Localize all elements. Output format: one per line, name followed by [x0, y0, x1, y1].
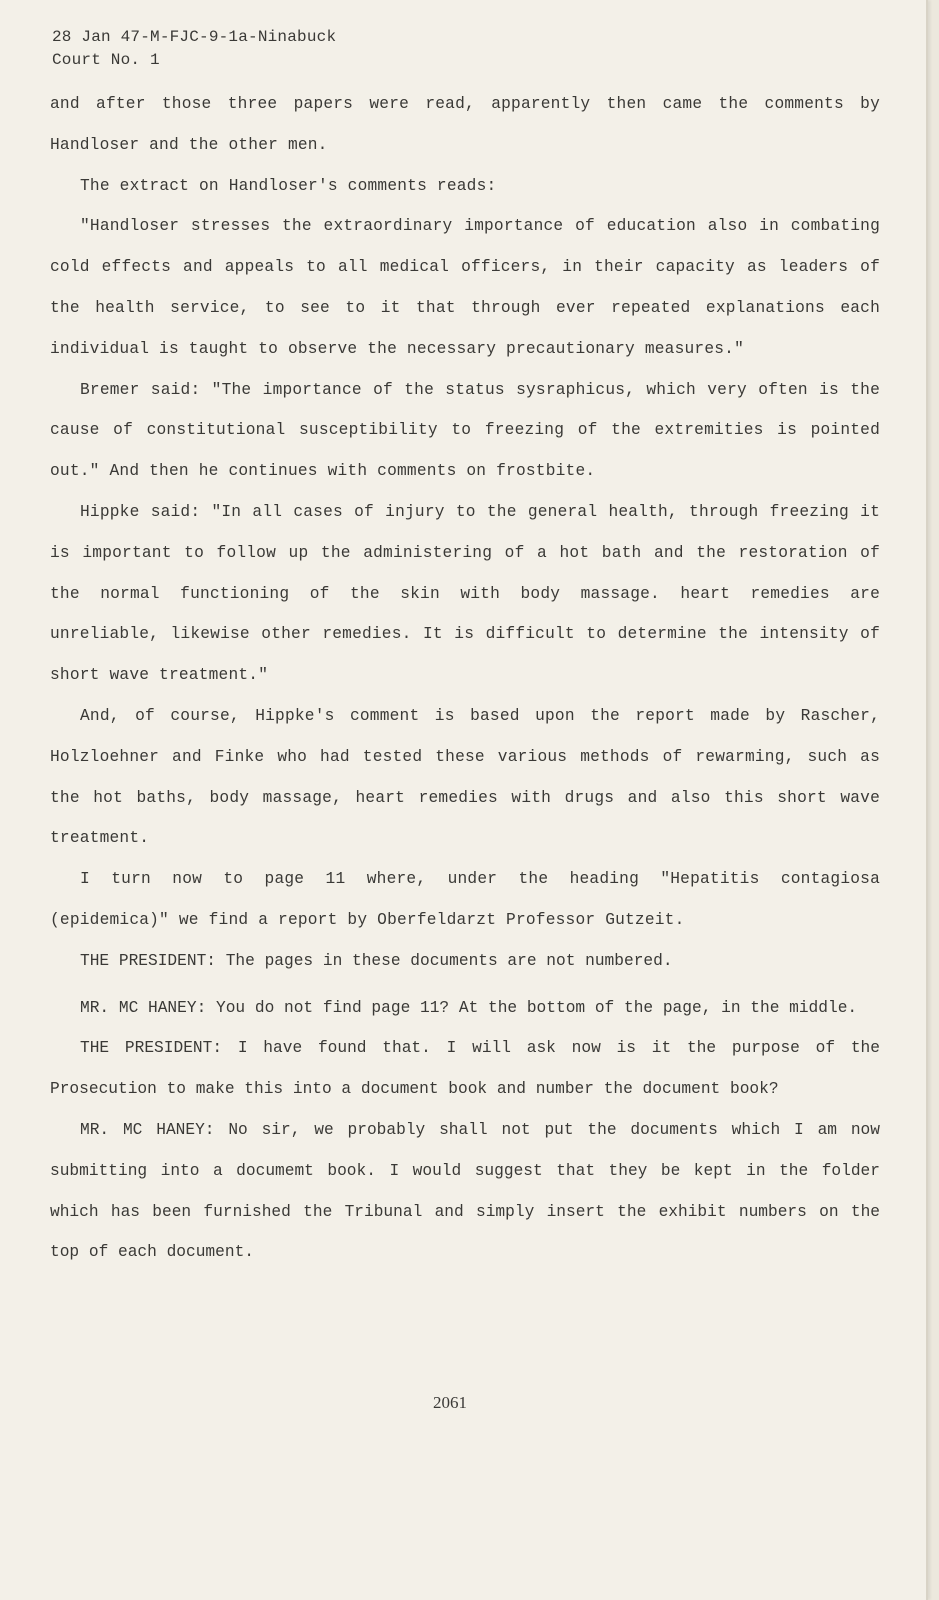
paragraph-mchaney-2: MR. MC HANEY: No sir, we probably shall not put the documents which I am now submitting into a documemt book. I would suggest that they be kept in the folder which has been furnished the Tribunal and simply insert the exhibit numbers on the top of each document. — [50, 1120, 880, 1262]
header-court: Court No. 1 — [52, 51, 160, 69]
paragraph-handloser-quote: "Handloser stresses the extraordinary importance of education also in combating cold effects and appeals to all medical officers, in their capacity as leaders of the health service, to see to it that through ever repeated explanations each individual is taught to observe the necessary precautionary measures." — [50, 217, 880, 358]
document-header — [52, 26, 336, 72]
paragraph-extract-intro: The extract on Handloser's comments reads: — [80, 176, 497, 195]
transcript-body — [50, 84, 880, 1273]
paragraph-hippke-comment: And, of course, Hippke's comment is based upon the report made by Rascher, Holzloehner and Finke who had tested these various methods of rewarming, such as the hot baths, body massage, heart remedies with drugs and also this short wave treatment. — [50, 706, 880, 848]
paragraph-president-1: THE PRESIDENT: The pages in these documents are not numbered. — [80, 951, 673, 970]
paragraph-bremer: Bremer said: "The importance of the status sysraphicus, which very often is the cause of constitutional susceptibility to freezing of the extremities is pointed out." And then he continues with comments on frostbite. — [50, 380, 880, 481]
paragraph-mchaney-1: MR. MC HANEY: You do not find page 11? At the bottom of the page, in the middle. — [80, 998, 858, 1017]
paragraph-hippke: Hippke said: "In all cases of injury to the general health, through freezing it is important to follow up the administering of a hot bath and the restoration of the normal functioning of the skin with body massage. heart remedies are unreliable, likewise other remedies. It is difficult to determine the intensity of short wave treatment." — [50, 502, 880, 685]
paragraph-president-2: THE PRESIDENT: I have found that. I will ask now is it the purpose of the Prosecution to make this into a document book and number the document book? — [50, 1039, 880, 1099]
page-number: 2061 — [433, 1393, 467, 1412]
paragraph-page-11: I turn now to page 11 where, under the heading "Hepatitis contagiosa (epidemica)" we find a report by Oberfeldarzt Professor Gutzeit. — [50, 870, 880, 929]
paragraph-continuation: and after those three papers were read, apparently then came the comments by Handloser and the other men. — [50, 95, 880, 154]
header-reference: 28 Jan 47-M-FJC-9-1a-Ninabuck — [52, 28, 337, 46]
